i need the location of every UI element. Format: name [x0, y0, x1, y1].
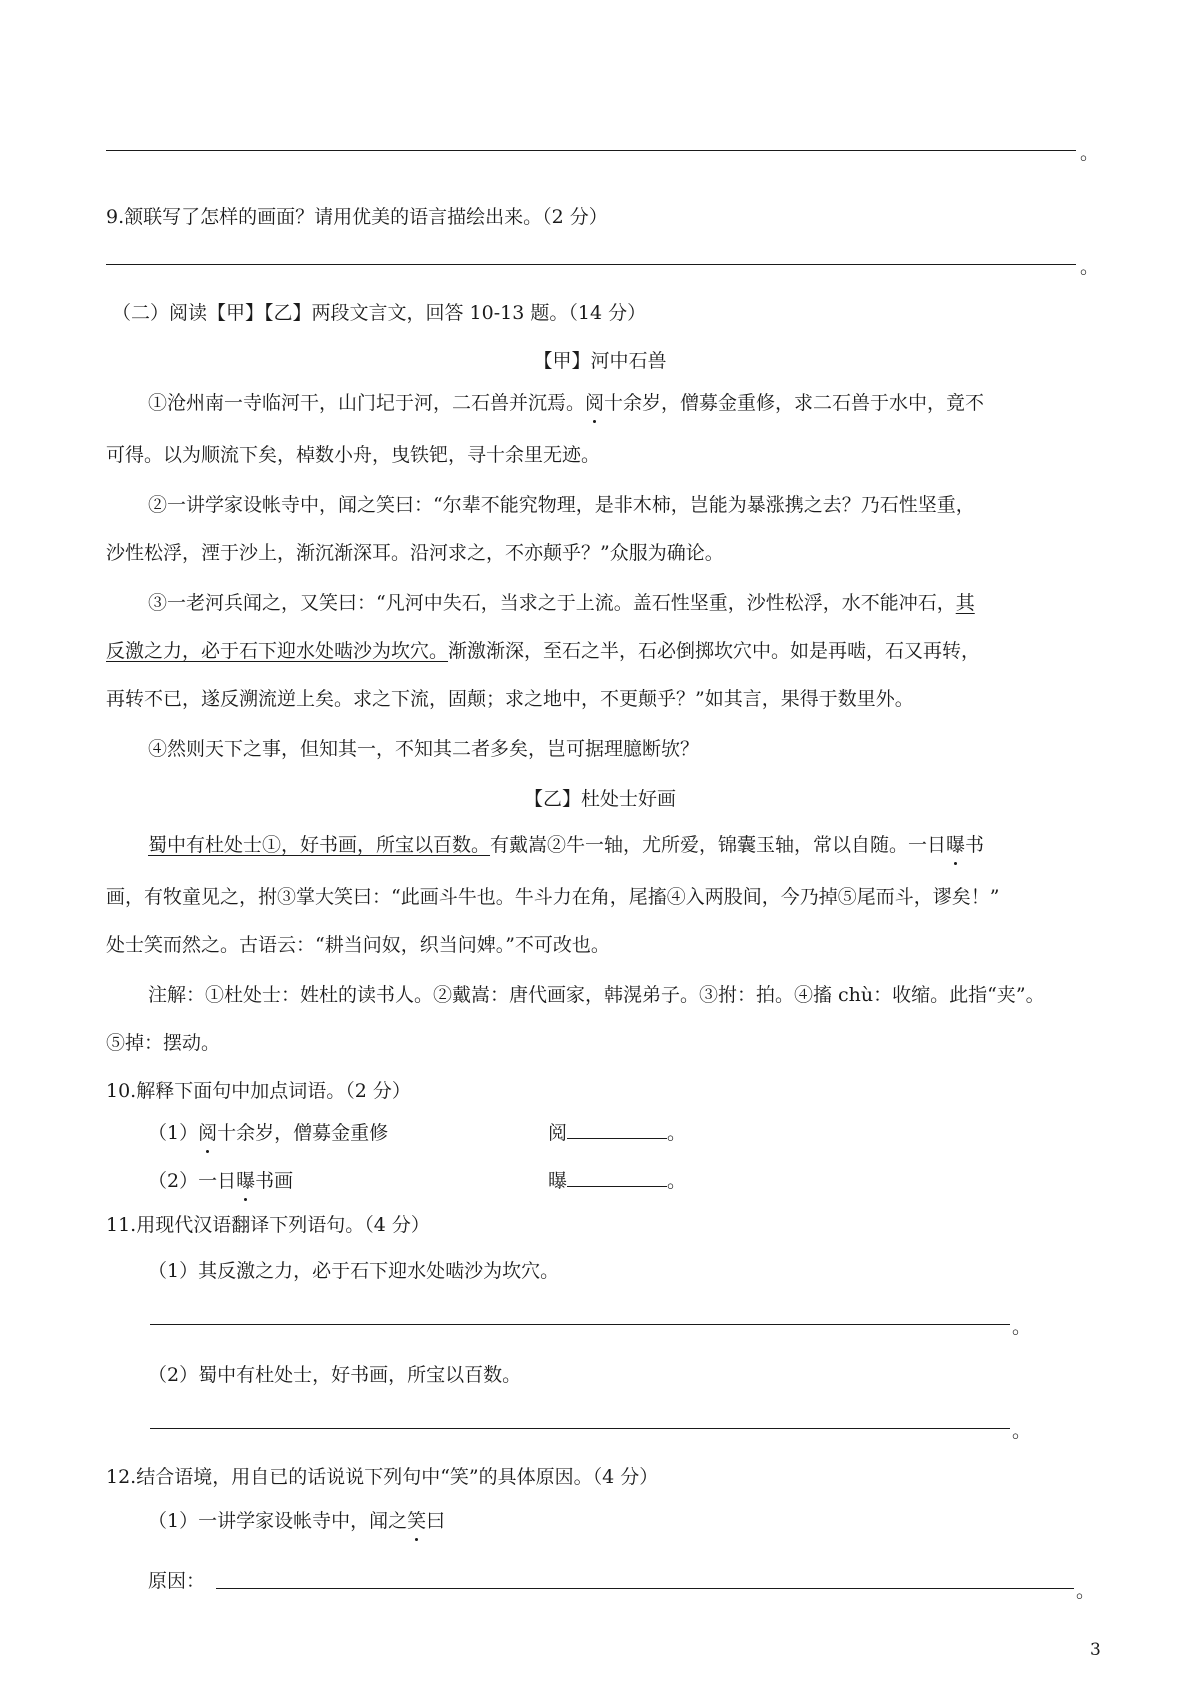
q11-item2-answer-line[interactable]	[150, 1428, 1010, 1429]
q11-question: 11.用现代汉语翻译下列语句。（4 分）	[106, 1214, 430, 1236]
q10-item1-text: 十余岁，僧募金重修	[217, 1122, 389, 1144]
q12-dotted-xiao: 笑	[407, 1506, 426, 1533]
q12-item1-text-b: 曰	[426, 1510, 446, 1532]
underlined-sentence-yi: 蜀中有杜处士①，好书画，所宝以百数。	[148, 834, 491, 856]
q10-item1	[148, 1118, 388, 1145]
section-heading: （二）阅读【甲】【乙】两段文言文，回答 10-13 题。（14 分）	[112, 302, 647, 324]
q10-item2-number: （2）一日	[148, 1170, 237, 1192]
jia-para3-line1	[148, 588, 975, 615]
q10-dotted-yue: 阅	[198, 1118, 217, 1145]
jia-para1-line2: 可得。以为顺流下矣，棹数小舟，曳铁钯，寻十余里无迹。	[106, 444, 601, 466]
jia-para3-line2	[106, 636, 980, 663]
jia-para2-line1: ②一讲学家设帐寺中，闻之笑曰：“尔辈不能究物理，是非木柿，岂能为暴涨携之去？乃石性坚重，	[148, 494, 975, 516]
q8-period: 。	[1080, 142, 1100, 164]
yi-para1-text-a: 有戴嵩②牛一轴，尤所爱，锦囊玉轴，常以自随。一日	[490, 834, 947, 856]
q10-dotted-pu: 曝	[236, 1166, 255, 1193]
q10-item2-word: 曝	[548, 1170, 568, 1192]
jia-para3-text-b: 渐激渐深，至石之半，石必倒掷坎穴中。如是再啮，石又再转，	[448, 640, 981, 662]
q11-item2-period: 。	[1012, 1420, 1032, 1442]
underlined-sentence-start: 其	[955, 592, 975, 614]
q9-question: 9.颔联写了怎样的画面？请用优美的语言描绘出来。（2 分）	[106, 206, 608, 228]
q11-item1-period: 。	[1012, 1316, 1032, 1338]
yi-notes-line2: ⑤掉：摆动。	[106, 1032, 221, 1054]
jia-para1-line1	[148, 388, 984, 415]
page-number: 3	[1090, 1640, 1101, 1660]
q12-item1-text-a: （1）一讲学家设帐寺中，闻之	[148, 1510, 408, 1532]
q10-item2-period: 。	[667, 1170, 687, 1192]
q11-item1-answer-line[interactable]	[150, 1324, 1010, 1325]
q10-item2-text: 书画	[255, 1170, 294, 1192]
q8-answer-line[interactable]	[106, 150, 1076, 151]
q9-answer-line[interactable]	[106, 264, 1076, 265]
q12-question: 12.结合语境，用自已的话说说下列句中“笑”的具体原因。（4 分）	[106, 1466, 659, 1488]
yi-para1-line3: 处士笑而然之。古语云：“耕当问奴，织当问婢。”不可改也。	[106, 934, 610, 956]
yi-title: 【乙】杜处士好画	[523, 788, 676, 810]
q10-item2-blank[interactable]	[567, 1168, 667, 1187]
jia-para4: ④然则天下之事，但知其一，不知其二者多矣，岂可据理臆断欤？	[148, 738, 700, 760]
q11-item2: （2）蜀中有杜处士，好书画，所宝以百数。	[148, 1364, 522, 1386]
q10-question: 10.解释下面句中加点词语。（2 分）	[106, 1080, 411, 1102]
dotted-word-pu: 曝	[946, 830, 965, 857]
jia-para3-text-a: ③一老河兵闻之，又笑曰：“凡河中失石，当求之于上流。盖石性坚重，沙性松浮，水不能冲石，	[148, 592, 956, 614]
yi-notes-line1: 注解：①杜处士：姓杜的读书人。②戴嵩：唐代画家，韩滉弟子。③拊：拍。④搐 chù：收缩。此指“夹”。	[148, 984, 1045, 1006]
q12-reason-label: 原因：	[148, 1570, 206, 1592]
jia-para1-text-b: 十余岁，僧募金重修，求二石兽于水中，竟不	[604, 392, 985, 414]
yi-para1-line2: 画，有牧童见之，拊③掌大笑曰：“此画斗牛也。牛斗力在角，尾搐④入两股间，今乃掉⑤尾而斗，谬矣！”	[106, 886, 1000, 908]
q10-item1-period: 。	[667, 1122, 687, 1144]
q11-item1: （1）其反激之力，必于石下迎水处啮沙为坎穴。	[148, 1260, 560, 1282]
yi-para1-text-b: 书	[965, 834, 985, 856]
q12-item1	[148, 1506, 445, 1533]
q10-item1-blank[interactable]	[567, 1120, 667, 1139]
underlined-sentence: 反激之力，必于石下迎水处啮沙为坎穴。	[106, 640, 449, 662]
q10-item2-answer	[548, 1166, 686, 1193]
q10-item1-answer	[548, 1118, 686, 1145]
q10-item1-number: （1）	[148, 1122, 199, 1144]
q10-item2	[148, 1166, 293, 1193]
q12-reason-period: 。	[1076, 1580, 1096, 1602]
yi-para1-line1	[148, 830, 984, 857]
jia-para2-line2: 沙性松浮，湮于沙上，渐沉渐深耳。沿河求之，不亦颠乎？”众服为确论。	[106, 542, 724, 564]
jia-title: 【甲】河中石兽	[533, 350, 667, 372]
q10-item1-word: 阅	[548, 1122, 568, 1144]
jia-para3-line3: 再转不已，遂反溯流逆上矣。求之下流，固颠；求之地中，不更颠乎？”如其言，果得于数里外。	[106, 688, 914, 710]
q12-reason-answer-line[interactable]	[216, 1588, 1074, 1589]
q9-period: 。	[1080, 256, 1100, 278]
dotted-word-yue: 阅	[585, 388, 604, 415]
jia-para1-text-a: ①沧州南一寺临河干，山门圮于河，二石兽并沉焉。	[148, 392, 586, 414]
